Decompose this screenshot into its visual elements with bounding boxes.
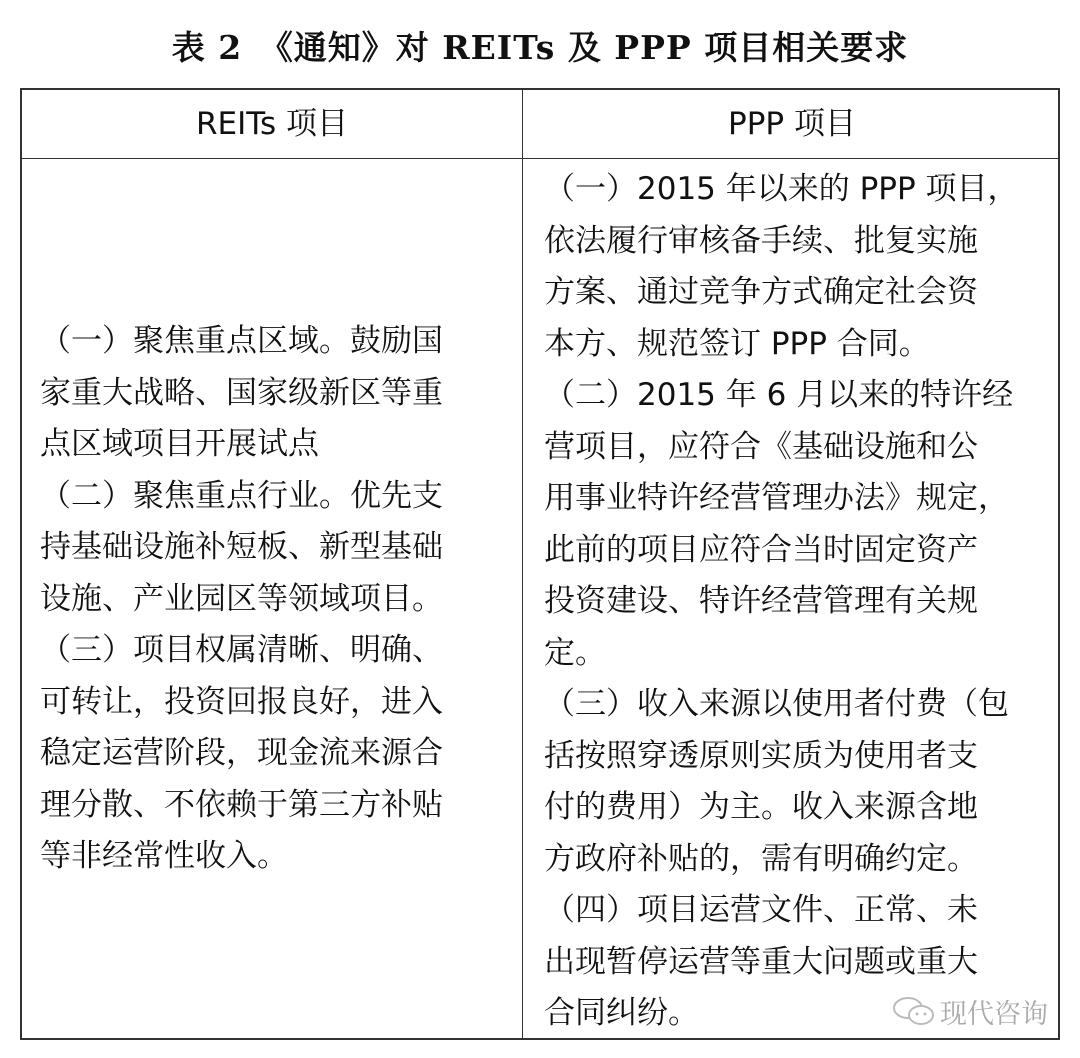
text-line: 持基础设施补短板、新型基础 (40, 529, 443, 565)
text-line: 等非经常性收入。 (40, 838, 288, 874)
text-line: 用事业特许经营管理办法》规定， (544, 480, 1009, 516)
column-divider (522, 90, 523, 1038)
text-line: 依法履行审核备手续、批复实施 (544, 222, 978, 259)
text-line: 定。 (544, 634, 606, 671)
header-divider (22, 158, 1058, 159)
text-line: 投资建设、特许经营管理有关规 (544, 583, 978, 619)
text-line: （三）项目权属清晰、明确、 (40, 632, 443, 668)
text-line: 点区域项目开展试点 (40, 426, 319, 462)
text-line: 此前的项目应符合当时固定资产 (544, 531, 978, 568)
header-reits: REITs 项目 (195, 106, 349, 142)
text-line: （二）2015 年 6 月以来的特许经 (544, 377, 1014, 413)
text-line: 本方、规范签订 PPP 合同。 (544, 325, 930, 362)
text-line: 理分散、不依赖于第三方补贴 (40, 786, 443, 823)
header-ppp: PPP 项目 (728, 106, 856, 142)
text-line: （四）项目运营文件、正常、未 (544, 892, 978, 928)
text-line: （一）聚焦重点区域。鼓励国 (40, 323, 443, 359)
text-line: （二）聚焦重点行业。优先支 (40, 477, 443, 514)
text-line: （一）2015 年以来的 PPP 项目， (544, 171, 1019, 207)
text-line: 设施、产业园区等领域项目。 (40, 580, 443, 617)
wechat-icon (892, 996, 936, 1026)
text-line: 方政府补贴的，需有明确约定。 (544, 840, 978, 877)
text-line: 付的费用）为主。收入来源含地 (544, 789, 978, 825)
text-line: （三）收入来源以使用者付费（包 (544, 686, 1009, 722)
text-line: 出现暂停运营等重大问题或重大 (544, 943, 978, 980)
reits-requirements-cell (40, 316, 443, 883)
text-line: 合同纠纷。 (544, 995, 699, 1031)
table-title: 表 2 《通知》对 REITs 及 PPP 项目相关要求 (171, 28, 909, 67)
watermark-text: 现代咨询 (940, 999, 1048, 1030)
text-line: 括按照穿透原则实质为使用者支 (544, 737, 978, 774)
text-line: 稳定运营阶段，现金流来源合 (40, 735, 443, 771)
text-line: 营项目，应符合《基础设施和公 (544, 428, 978, 465)
text-line: 家重大战略、国家级新区等重 (40, 374, 443, 411)
ppp-requirements-cell (544, 164, 1019, 1040)
requirements-table (20, 88, 1060, 1040)
text-line: 方案、通过竞争方式确定社会资 (544, 274, 978, 310)
text-line: 可转让，投资回报良好，进入 (40, 683, 443, 720)
